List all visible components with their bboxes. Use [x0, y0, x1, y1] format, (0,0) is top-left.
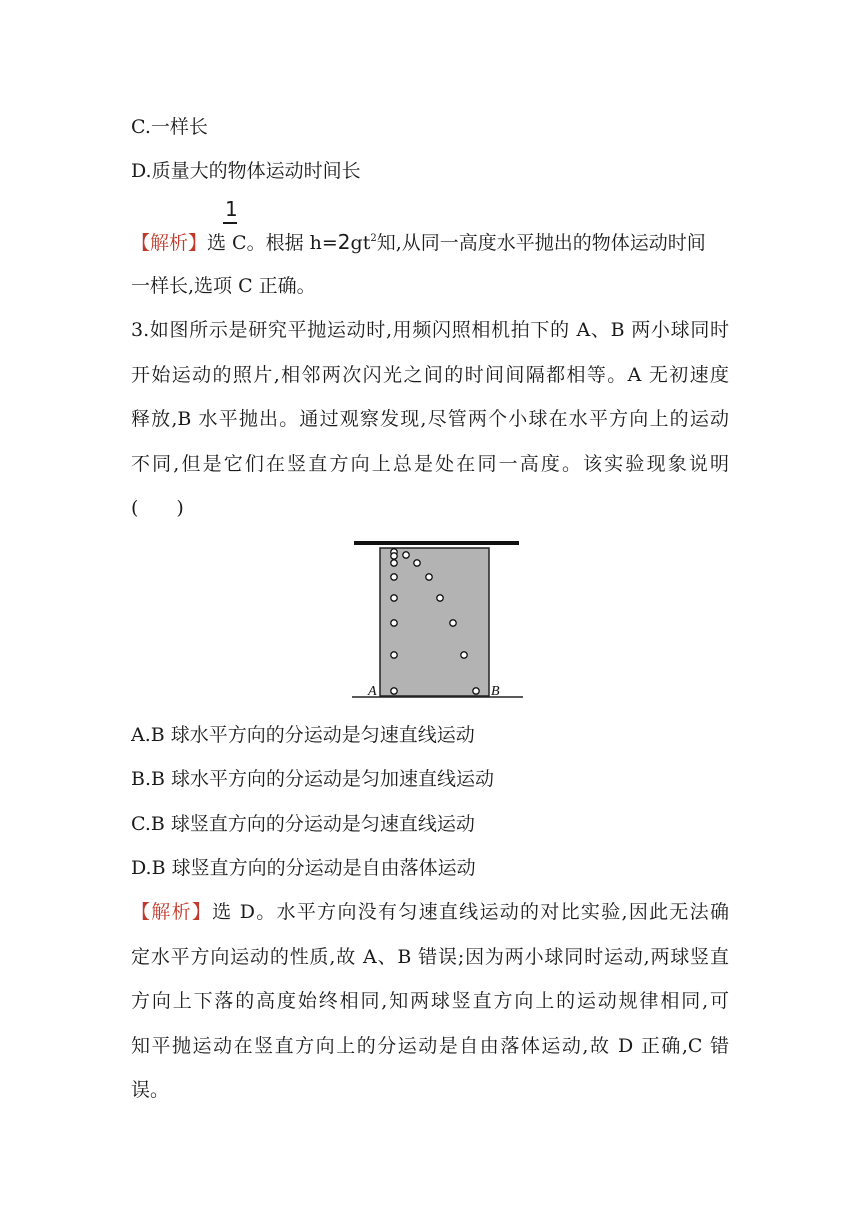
fraction-numerator: 1: [225, 197, 238, 221]
q3-answer-blank: ( ): [131, 497, 184, 519]
ball-a-position: [391, 620, 397, 626]
answer-2-post: 知,从同一高度水平抛出的物体运动时间: [376, 232, 706, 254]
analysis-tag: 【解析】: [131, 232, 208, 254]
q3-option-b: B.B 球水平方向的分运动是匀加速直线运动: [131, 768, 495, 790]
ball-b-position: [426, 574, 432, 580]
formula-exponent: 2: [370, 233, 377, 244]
fraction-denominator: 2: [337, 230, 351, 254]
ball-b-position: [461, 652, 467, 658]
answer-3-line: 定水平方向运动的性质,故 A、B 错误;因为两小球同时运动,两球竖直: [131, 946, 729, 968]
fraction-bar: [223, 222, 237, 224]
q3-option-c: C.B 球竖直方向的分运动是匀速直线运动: [131, 813, 475, 835]
answer-2-pre: 选 C。根据 h=: [207, 232, 338, 254]
q2-option-c: C.一样长: [131, 116, 208, 138]
label-a: A: [368, 684, 377, 699]
answer-3-line: 知平抛运动在竖直方向上的分运动是自由落体运动,故 D 正确,C 错: [131, 1035, 729, 1057]
answer-2-line-2: 一样长,选项 C 正确。: [131, 275, 316, 297]
q3-stem-line: 释放,B 水平抛出。通过观察发现,尽管两个小球在水平方向上的运动: [131, 408, 729, 430]
answer-3-line-1: [131, 899, 729, 925]
strobe-photo-figure: [350, 538, 525, 703]
ball-b-position: [403, 552, 409, 558]
label-b: B: [491, 684, 500, 699]
formula-gt: gt: [350, 232, 371, 254]
q3-stem-line: 开始运动的照片,相邻两次闪光之间的时间间隔都相等。A 无初速度: [131, 364, 729, 386]
ball-b-position: [437, 595, 443, 601]
ball-a-position: [391, 652, 397, 658]
ball-b-position: [450, 620, 456, 626]
top-support-bar: [354, 541, 519, 545]
q3-stem-line: 3.如图所示是研究平抛运动时,用频闪照相机拍下的 A、B 两小球同时: [131, 319, 729, 341]
ball-a-position: [391, 574, 397, 580]
ball-b-position: [473, 688, 479, 694]
ball-b-position: [391, 553, 397, 559]
ball-a-position: [391, 560, 397, 566]
q3-option-d: D.B 球竖直方向的分运动是自由落体运动: [131, 857, 476, 879]
q3-stem-line: 不同,但是它们在竖直方向上总是处在同一高度。该实验现象说明: [131, 453, 729, 475]
answer-3-line: 方向上下落的高度始终相同,知两球竖直方向上的运动规律相同,可: [131, 990, 729, 1012]
ball-b-position: [414, 560, 420, 566]
answer-3-first: 选 D。水平方向没有匀速直线运动的对比实验,因此无法确: [212, 901, 729, 923]
answer-3-line: 误。: [131, 1079, 170, 1101]
answer-2-line-1: [131, 229, 706, 256]
q3-option-a: A.B 球水平方向的分运动是匀速直线运动: [131, 724, 475, 746]
q2-option-d: D.质量大的物体运动时间长: [131, 160, 361, 182]
analysis-tag: 【解析】: [131, 901, 213, 923]
ball-a-position: [391, 688, 397, 694]
ball-a-position: [391, 595, 397, 601]
